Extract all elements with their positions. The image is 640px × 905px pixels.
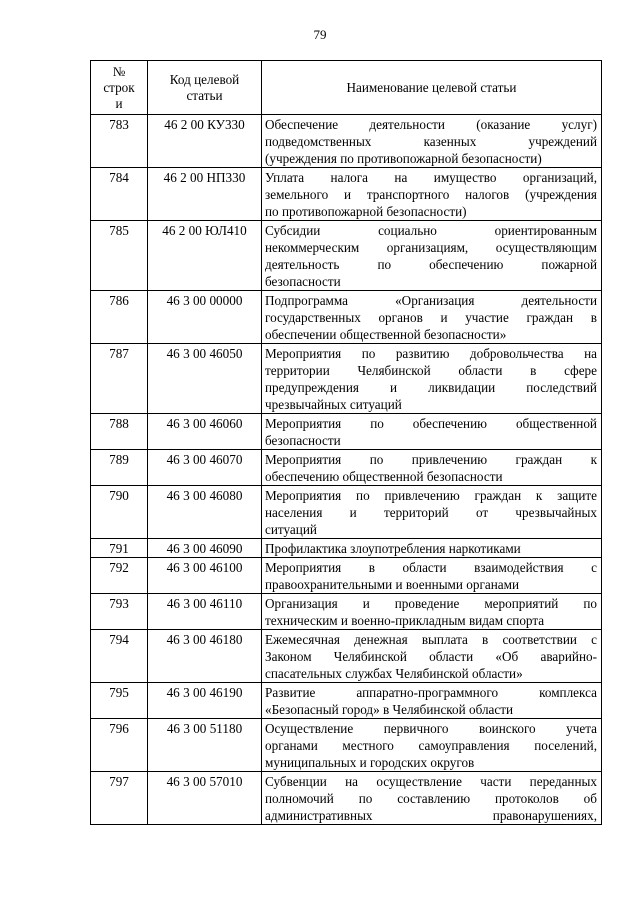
target-article-name-line: (учреждения по противопожарной безопасности) xyxy=(265,151,542,166)
target-article-name-line: безопасности xyxy=(265,433,341,448)
table-row xyxy=(91,594,602,630)
target-article-name-line: по противопожарной безопасности) xyxy=(265,204,467,219)
target-article-name-line: Субвенции на осуществление части переданных xyxy=(265,774,597,789)
target-article-code-cell: 46 3 00 57010 xyxy=(148,772,262,825)
target-article-name-line: населения и территорий от чрезвычайных xyxy=(265,505,597,520)
header-code-line: статьи xyxy=(186,87,223,103)
target-article-name-line: Ежемесячная денежная выплата в соответствии с xyxy=(265,632,597,647)
target-article-name-line: Мероприятия по обеспечению общественной xyxy=(265,416,597,431)
header-code-line: Код целевой xyxy=(169,71,240,87)
table-row xyxy=(91,115,602,168)
target-article-code-cell: 46 3 00 46050 xyxy=(148,344,262,414)
row-number-cell: 783 xyxy=(91,115,148,168)
row-number-cell: 793 xyxy=(91,594,148,630)
target-article-name-line: обеспечению общественной безопасности xyxy=(265,469,503,484)
target-article-code-cell: 46 2 00 НП330 xyxy=(148,168,262,221)
table-header xyxy=(91,61,602,115)
target-article-name-line: «Безопасный город» в Челябинской области xyxy=(265,702,514,717)
table-row xyxy=(91,772,602,825)
target-article-code-cell: 46 3 00 51180 xyxy=(148,719,262,772)
target-article-name-line: Мероприятия в области взаимодействия с xyxy=(265,560,597,575)
header-row-number-line: № xyxy=(112,63,126,79)
target-article-name-cell xyxy=(262,539,602,558)
target-article-code-cell: 46 3 00 00000 xyxy=(148,291,262,344)
header-row-number-line: строк xyxy=(103,79,135,95)
target-article-name-cell xyxy=(262,594,602,630)
row-number-cell: 791 xyxy=(91,539,148,558)
row-number-cell: 790 xyxy=(91,486,148,539)
target-article-name-line: Осуществление первичного воинского учета xyxy=(265,721,597,736)
table-row xyxy=(91,683,602,719)
page-number: 79 xyxy=(313,27,327,42)
target-article-name-line: Мероприятия по развитию добровольчества на xyxy=(265,346,597,361)
target-article-name-line: правоохранительными и военными органами xyxy=(265,577,520,592)
target-article-name-line: подведомственных казенных учреждений xyxy=(265,134,597,149)
target-article-code-cell: 46 3 00 46090 xyxy=(148,539,262,558)
target-article-name-cell xyxy=(262,168,602,221)
table-row xyxy=(91,221,602,291)
target-articles-table xyxy=(90,60,602,825)
target-article-name-line: государственных органов и участие граждан в xyxy=(265,310,597,325)
target-article-name-line: безопасности xyxy=(265,274,341,289)
target-article-name-line: Мероприятия по привлечению граждан к защите xyxy=(265,488,597,503)
table-row xyxy=(91,719,602,772)
target-article-name-cell xyxy=(262,221,602,291)
target-article-name-line: административных правонарушениях, xyxy=(265,808,597,823)
row-number-cell: 787 xyxy=(91,344,148,414)
table-row xyxy=(91,539,602,558)
target-article-name-line: Обеспечение деятельности (оказание услуг) xyxy=(265,117,597,132)
target-article-name-cell xyxy=(262,772,602,825)
target-article-name-cell xyxy=(262,115,602,168)
target-article-name-cell xyxy=(262,291,602,344)
target-article-name-cell xyxy=(262,719,602,772)
row-number-cell: 788 xyxy=(91,414,148,450)
row-number-cell: 789 xyxy=(91,450,148,486)
target-article-code-cell: 46 3 00 46180 xyxy=(148,630,262,683)
target-article-name-line: Мероприятия по привлечению граждан к xyxy=(265,452,597,467)
target-article-name-line: Уплата налога на имущество организаций, xyxy=(265,170,597,185)
target-article-code-cell: 46 2 00 ЮЛ410 xyxy=(148,221,262,291)
target-article-code-cell: 46 2 00 КУ330 xyxy=(148,115,262,168)
table-row xyxy=(91,630,602,683)
target-article-name-line: Подпрограмма «Организация деятельности xyxy=(265,293,597,308)
row-number-cell: 784 xyxy=(91,168,148,221)
target-article-name-cell xyxy=(262,450,602,486)
target-article-name-cell xyxy=(262,344,602,414)
target-article-code-cell: 46 3 00 46070 xyxy=(148,450,262,486)
header-name-text: Наименование целевой статьи xyxy=(346,79,517,95)
target-article-name-cell xyxy=(262,630,602,683)
target-article-name-line: Развитие аппаратно-программного комплекса xyxy=(265,685,597,700)
row-number-cell: 796 xyxy=(91,719,148,772)
target-article-name-line: некоммерческим организациям, осуществляющим xyxy=(265,240,597,255)
target-article-name-cell xyxy=(262,683,602,719)
header-code xyxy=(148,61,262,115)
target-article-code-cell: 46 3 00 46060 xyxy=(148,414,262,450)
target-article-code-cell: 46 3 00 46080 xyxy=(148,486,262,539)
target-article-name-line: спасательных службах Челябинской области» xyxy=(265,666,523,681)
table-row xyxy=(91,168,602,221)
target-article-code-cell: 46 3 00 46110 xyxy=(148,594,262,630)
target-article-name-line: техническим и военно-прикладным видам спорта xyxy=(265,613,545,628)
row-number-cell: 794 xyxy=(91,630,148,683)
target-article-name-line: Профилактика злоупотребления наркотиками xyxy=(265,541,521,556)
target-article-name-line: ситуаций xyxy=(265,522,317,537)
header-row-number xyxy=(91,61,148,115)
target-article-code-cell: 46 3 00 46190 xyxy=(148,683,262,719)
table-row xyxy=(91,291,602,344)
table-row xyxy=(91,486,602,539)
target-article-name-line: обеспечении общественной безопасности» xyxy=(265,327,507,342)
target-article-name-line: предупреждения и ликвидации последствий xyxy=(265,380,597,395)
target-article-name-line: Законом Челябинской области «Об аварийно- xyxy=(265,649,597,664)
row-number-cell: 792 xyxy=(91,558,148,594)
target-article-name-line: Организация и проведение мероприятий по xyxy=(265,596,597,611)
row-number-cell: 795 xyxy=(91,683,148,719)
row-number-cell: 797 xyxy=(91,772,148,825)
table-body xyxy=(91,115,602,825)
target-article-name-cell xyxy=(262,414,602,450)
table-row xyxy=(91,344,602,414)
target-article-name-line: земельного и транспортного налогов (учреждения xyxy=(265,187,597,202)
target-article-name-line: муниципальных и городских округов xyxy=(265,755,475,770)
header-name xyxy=(262,61,602,115)
target-article-name-line: полномочий по составлению протоколов об xyxy=(265,791,597,806)
row-number-cell: 786 xyxy=(91,291,148,344)
target-article-name-line: Субсидии социально ориентированным xyxy=(265,223,597,238)
target-article-name-cell xyxy=(262,486,602,539)
target-article-name-line: органами местного самоуправления поселений, xyxy=(265,738,597,753)
header-row xyxy=(91,61,602,115)
target-article-name-line: деятельность по обеспечению пожарной xyxy=(265,257,597,272)
target-article-name-line: территории Челябинской области в сфере xyxy=(265,363,597,378)
table-row xyxy=(91,450,602,486)
row-number-cell: 785 xyxy=(91,221,148,291)
table-row xyxy=(91,558,602,594)
header-row-number-line: и xyxy=(115,95,123,111)
target-article-code-cell: 46 3 00 46100 xyxy=(148,558,262,594)
target-article-name-cell xyxy=(262,558,602,594)
table-row xyxy=(91,414,602,450)
target-article-name-line: чрезвычайных ситуаций xyxy=(265,397,402,412)
